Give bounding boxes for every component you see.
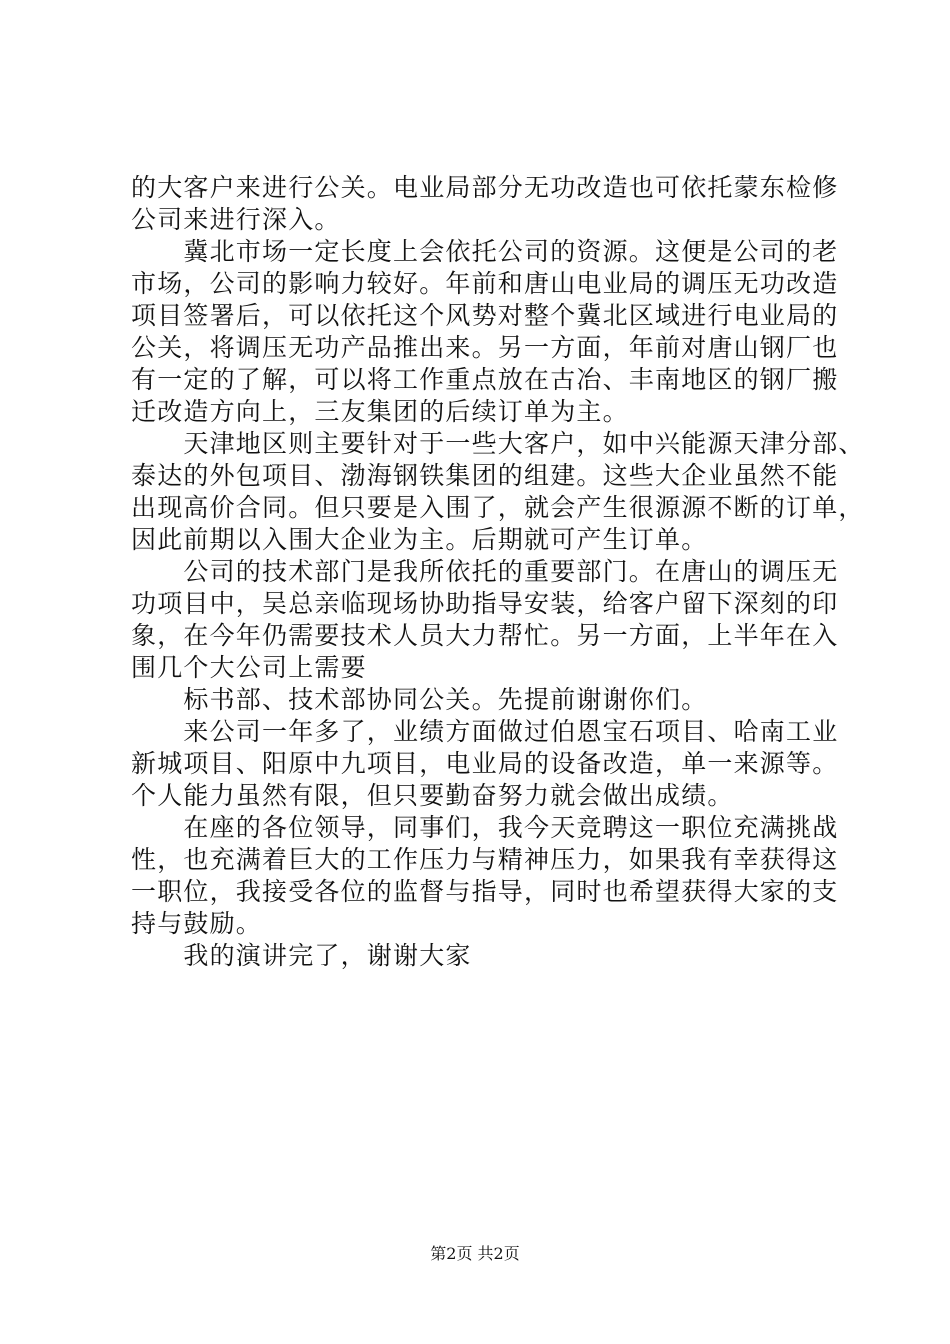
text-line: 性，也充满着巨大的工作压力与精神压力，如果我有幸获得这 <box>131 845 839 874</box>
text-line: 在座的各位领导，同事们，我今天竞聘这一职位充满挑战 <box>131 813 839 842</box>
text-line: 冀北市场一定长度上会依托公司的资源。这便是公司的老 <box>131 237 839 266</box>
text-line: 公司来进行深入。 <box>131 205 341 234</box>
text-line: 功项目中，吴总亲临现场协助指导安装，给客户留下深刻的印 <box>131 589 839 618</box>
text-line: 来公司一年多了，业绩方面做过伯恩宝石项目、哈南工业 <box>131 717 839 746</box>
text-line: 因此前期以入围大企业为主。后期就可产生订单。 <box>131 525 708 554</box>
text-line: 象，在今年仍需要技术人员大力帮忙。另一方面，上半年在入 <box>131 621 839 650</box>
text-line: 我的演讲完了，谢谢大家 <box>131 941 472 970</box>
text-line: 市场，公司的影响力较好。年前和唐山电业局的调压无功改造 <box>131 269 839 298</box>
text-line: 项目签署后，可以依托这个风势对整个冀北区域进行电业局的 <box>131 301 839 330</box>
text-line: 持与鼓励。 <box>131 909 263 938</box>
text-line: 一职位，我接受各位的监督与指导，同时也希望获得大家的支 <box>131 877 839 906</box>
text-line: 泰达的外包项目、渤海钢铁集团的组建。这些大企业虽然不能 <box>131 461 839 490</box>
text-line: 个人能力虽然有限，但只要勤奋努力就会做出成绩。 <box>131 781 734 810</box>
text-line: 天津地区则主要针对于一些大客户，如中兴能源天津分部、 <box>131 429 865 458</box>
text-line: 公司的技术部门是我所依托的重要部门。在唐山的调压无 <box>131 557 839 586</box>
text-line: 出现高价合同。但只要是入围了，就会产生很源源不断的订单， <box>131 493 865 522</box>
text-line: 公关，将调压无功产品推出来。另一方面，年前对唐山钢厂也 <box>131 333 839 362</box>
text-line: 新城项目、阳原中九项目，电业局的设备改造，单一来源等。 <box>131 749 839 778</box>
text-line: 围几个大公司上需要 <box>131 653 367 682</box>
document-body <box>131 172 865 972</box>
page-number-footer: 第2页 共2页 <box>430 1244 520 1263</box>
text-line: 有一定的了解，可以将工作重点放在古冶、丰南地区的钢厂搬 <box>131 365 839 394</box>
text-line: 的大客户来进行公关。电业局部分无功改造也可依托蒙东检修 <box>131 173 839 202</box>
text-line: 迁改造方向上，三友集团的后续订单为主。 <box>131 397 629 426</box>
text-line: 标书部、技术部协同公关。先提前谢谢你们。 <box>131 685 708 714</box>
